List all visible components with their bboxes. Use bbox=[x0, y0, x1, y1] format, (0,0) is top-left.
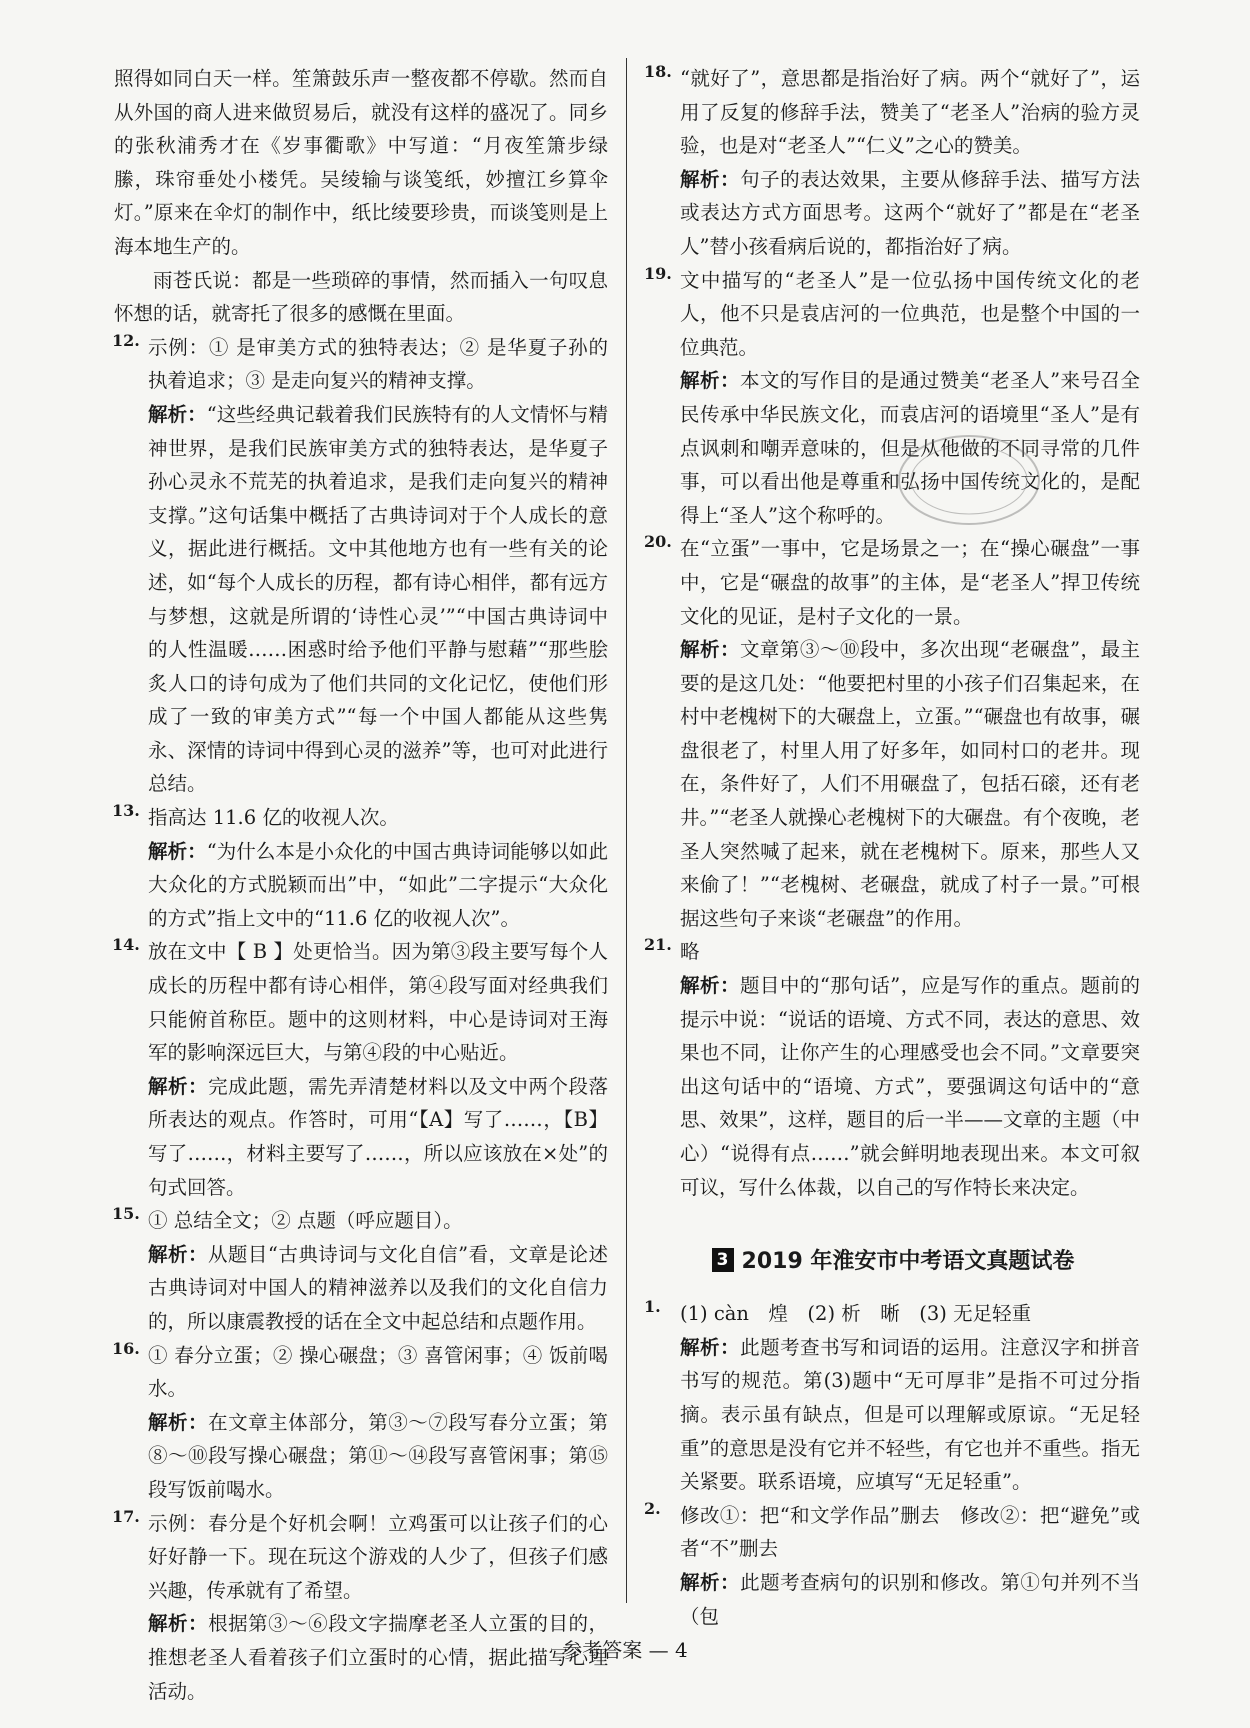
explanation-text: 在文章主体部分，第③～⑦段写春分立蛋；第⑧～⑩段写操心碾盘；第⑪～⑭段写喜管闲事；第⑮段写饭前喝水。 bbox=[148, 1410, 608, 1501]
item-answer: 修改①：把“和文学作品”删去 修改②：把“避免”或者“不”删去 bbox=[680, 1503, 1140, 1561]
item-explanation bbox=[148, 1406, 608, 1507]
item-number: 12. bbox=[112, 330, 140, 350]
column-divider bbox=[626, 58, 627, 1603]
item-number: 17. bbox=[112, 1506, 140, 1526]
explanation-label: 解析： bbox=[148, 402, 207, 426]
item-explanation bbox=[148, 1238, 608, 1339]
explanation-label: 解析： bbox=[148, 839, 207, 863]
item-answer: ① 春分立蛋；② 操心碾盘；③ 喜管闲事；④ 饭前喝水。 bbox=[148, 1343, 608, 1401]
item-number: 16. bbox=[112, 1338, 140, 1358]
explanation-label: 解析： bbox=[680, 167, 741, 191]
answer-item-15 bbox=[114, 1204, 608, 1338]
item-answer: ① 总结全文；② 点题（呼应题目）。 bbox=[148, 1209, 463, 1233]
item-explanation bbox=[148, 398, 608, 801]
item-number: 21. bbox=[644, 935, 672, 955]
item-answer: 略 bbox=[680, 940, 700, 964]
item-number: 13. bbox=[112, 801, 140, 821]
answer-item-1 bbox=[646, 1297, 1140, 1499]
item-explanation bbox=[680, 633, 1140, 935]
explanation-text: “为什么本是小众化的中国古典诗词能够以如此大众化的方式脱颖而出”中，“如此”二字提示“大众化的方式”指上文中的“11.6 亿的收视人次”。 bbox=[148, 839, 608, 930]
answer-item-21 bbox=[646, 935, 1140, 1204]
stamp-graphic bbox=[895, 430, 1043, 530]
item-answer: 指高达 11.6 亿的收视人次。 bbox=[148, 806, 399, 830]
item-number: 1. bbox=[644, 1297, 661, 1317]
item-number: 20. bbox=[644, 532, 672, 552]
item-explanation bbox=[680, 1331, 1140, 1499]
explanation-label: 解析： bbox=[148, 1074, 209, 1098]
section-title-text: 2019 年淮安市中考语文真题试卷 bbox=[741, 1249, 1075, 1275]
explanation-text: 题目中的“那句话”，应是写作的重点。题前的提示中说：“说话的语境、方式不同，表达的意思、效果也不同，让你产生的心理感受也会不同。”文章要突出这句话中的“语境、方式”，要强调这句话中的“意思、效果”，这样，题目的后一半——文章的主题（中心）“说得有点……”就会鲜明地表现出来。本文可叙可议，写什么体裁，以自己的写作特长来决定。 bbox=[680, 974, 1140, 1199]
explanation-text: 完成此题，需先弄清楚材料以及文中两个段落所表达的观点。作答时，可用“【A】写了……，【B】写了……，材料主要写了……，所以应该放在×处”的句式回答。 bbox=[148, 1074, 608, 1199]
item-answer: “就好了”，意思都是指治好了病。两个“就好了”，运用了反复的修辞手法，赞美了“老圣人”治病的验方灵验，也是对“老圣人”“仁义”之心的赞美。 bbox=[680, 67, 1140, 158]
answer-item-16 bbox=[114, 1339, 608, 1507]
left-column bbox=[114, 62, 608, 1708]
item-explanation bbox=[680, 969, 1140, 1204]
item-number: 14. bbox=[112, 935, 140, 955]
answer-item-13 bbox=[114, 801, 608, 935]
item-explanation bbox=[680, 163, 1140, 264]
item-explanation bbox=[148, 1070, 608, 1204]
explanation-text: 根据第③～⑥段文字揣摩老圣人立蛋的目的，推想老圣人看着孩子们立蛋时的心情，据此描写心理活动。 bbox=[148, 1612, 608, 1703]
item-answer: 文中描写的“老圣人”是一位弘扬中国传统文化的老人，他不只是袁店河的一位典范，也是整个中国的一位典范。 bbox=[680, 268, 1140, 359]
item-explanation bbox=[148, 835, 608, 936]
explanation-label: 解析： bbox=[148, 1612, 209, 1636]
item-answer: 示例：春分是个好机会啊！立鸡蛋可以让孩子们的心好好静一下。现在玩这个游戏的人少了，但孩子们感兴趣，传承就有了希望。 bbox=[148, 1511, 608, 1602]
explanation-text: 本文的写作目的是通过赞美“老圣人”来号召全民传承中华民族文化，而袁店河的语境里“圣人”是有点讽刺和嘲弄意味的，但是从他做的不同寻常的几件事，可以看出他是尊重和弘扬中国传统文化的，是配得上“圣人”这个称呼的。 bbox=[680, 369, 1140, 527]
explanation-text: 句子的表达效果，主要从修辞手法、描写方法或表达方式方面思考。这两个“就好了”都是在“老圣人”替小孩看病后说的，都指治好了病。 bbox=[680, 167, 1140, 258]
section-number-badge: 3 bbox=[712, 1248, 734, 1272]
answer-item-14 bbox=[114, 935, 608, 1204]
commentary-paragraph: 雨苍氏说：都是一些琐碎的事情，然而插入一句叹息怀想的话，就寄托了很多的感慨在里面。 bbox=[114, 268, 608, 326]
item-answer: 示例：① 是审美方式的独特表达；② 是华夏子孙的执着追求；③ 是走向复兴的精神支撑。 bbox=[148, 335, 608, 393]
item-number: 19. bbox=[644, 263, 672, 283]
right-column bbox=[646, 62, 1140, 1633]
item-answer: (1) càn 煌 (2) 析 晰 (3) 无足轻重 bbox=[680, 1302, 1032, 1326]
page-footer: 参考答案 — 4 bbox=[562, 1638, 688, 1662]
answer-item-18 bbox=[646, 62, 1140, 264]
explanation-label: 解析： bbox=[680, 638, 740, 662]
item-answer: 放在文中【 B 】处更恰当。因为第③段主要写每个人成长的历程中都有诗心相伴，第④段写面对经典我们只能俯首称臣。题中的这则材料，中心是诗词对王海军的影响深远巨大，与第④段的中心贴近。 bbox=[148, 940, 608, 1065]
explanation-label: 解析： bbox=[148, 1410, 209, 1434]
explanation-text: 文章第③～⑩段中，多次出现“老碾盘”，最主要的是这几处：“他要把村里的小孩子们召集起来，在村中老槐树下的大碾盘上，立蛋。”“碾盘也有故事，碾盘很老了，村里人用了好多年，如同村口的老井。现在，条件好了，人们不用碾盘了，包括石磙，还有老井。”“老圣人就操心老槐树下的大碾盘。有个夜晚，老圣人突然喊了起来，就在老槐树下。原来，那些人又来偷了！”“老槐树、老碾盘，就成了村子一景。”可根据这些句子来谈“老碾盘”的作用。 bbox=[680, 638, 1140, 930]
item-number: 15. bbox=[112, 1204, 140, 1224]
explanation-text: 此题考查病句的识别和修改。第①句并列不当（包 bbox=[680, 1570, 1140, 1628]
answer-item-12 bbox=[114, 331, 608, 801]
explanation-label: 解析： bbox=[148, 1242, 208, 1266]
item-answer: 在“立蛋”一事中，它是场景之一；在“操心碾盘”一事中，它是“碾盘的故事”的主体，是“老圣人”捍卫传统文化的见证，是村子文化的一景。 bbox=[680, 537, 1140, 628]
explanation-label: 解析： bbox=[680, 1335, 741, 1359]
section-heading bbox=[646, 1244, 1140, 1275]
answer-item-17 bbox=[114, 1507, 608, 1709]
answer-item-20 bbox=[646, 532, 1140, 935]
answer-item-19 bbox=[646, 264, 1140, 533]
answer-item-2 bbox=[646, 1499, 1140, 1633]
explanation-text: “这些经典记载着我们民族特有的人文情怀与精神世界，是我们民族审美方式的独特表达，是华夏子孙心灵永不荒芜的执着追求，是我们走向复兴的精神支撑。”这句话集中概括了古典诗词对于个人成长的意义，据此进行概括。文中其他地方也有一些有关的论述，如“每个人成长的历程，都有诗心相伴，都有远方与梦想，这就是所谓的‘诗性心灵’”“中国古典诗词中的人性温暖……困惑时给予他们平静与慰藉”“那些脍炙人口的诗句成为了他们共同的文化记忆，使他们形成了一致的审美方式”“每一个中国人都能从这些隽永、深情的诗词中得到心灵的滋养”等，也可对此进行总结。 bbox=[148, 402, 608, 796]
explanation-label: 解析： bbox=[680, 1570, 741, 1594]
item-number: 2. bbox=[644, 1498, 661, 1518]
explanation-label: 解析： bbox=[680, 369, 740, 393]
explanation-text: 此题考查书写和词语的运用。注意汉字和拼音书写的规范。第(3)题中“无可厚非”是指不可过分指摘。表示虽有缺点，但是可以理解或原谅。“无足轻重”的意思是没有它并不轻些，有它也并不重些。指无关紧要。联系语境，应填写“无足轻重”。 bbox=[680, 1335, 1140, 1494]
explanation-text: 从题目“古典诗词与文化自信”看，文章是论述古典诗词对中国人的精神滋养以及我们的文化自信力的，所以康震教授的话在全文中起总结和点题作用。 bbox=[148, 1242, 608, 1333]
item-explanation bbox=[680, 1566, 1140, 1633]
intro-paragraph: 照得如同白天一样。笙箫鼓乐声一整夜都不停歇。然而自从外国的商人进来做贸易后，就没有这样的盛况了。同乡的张秋浦秀才在《岁事衢歌》中写道：“月夜笙箫步绿縢，珠帘垂处小楼凭。吴绫输与谈笺纸，妙擅江乡算伞灯。”原来在伞灯的制作中，纸比绫要珍贵，而谈笺则是上海本地生产的。 bbox=[114, 67, 608, 258]
explanation-label: 解析： bbox=[680, 974, 740, 998]
item-number: 18. bbox=[644, 62, 672, 81]
